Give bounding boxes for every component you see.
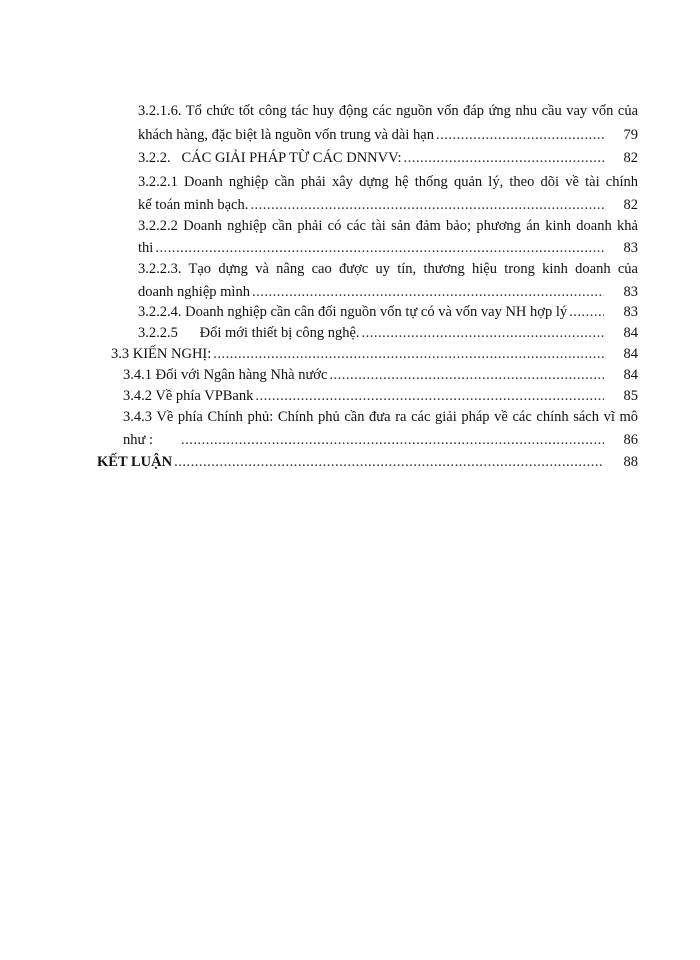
toc-entry-title-cont: thi [138,240,154,256]
leader-dots [155,237,604,259]
leader-dots [252,281,604,303]
leader-dots [181,429,604,451]
toc-page-number: 88 [623,454,638,470]
toc-page-number: 83 [623,304,638,320]
toc-page-number: 84 [623,325,638,341]
toc-entry-title: 3.2.2.1 Doanh nghiệp cần phải xây dựng hệ thống quản lý, theo dõi về tài chính [138,174,638,190]
toc-page-number: 83 [623,240,638,256]
toc-page-number: 79 [623,127,638,143]
toc-page-number: 83 [623,284,638,300]
toc-entry-title: 3.2.2. CÁC GIẢI PHÁP TỪ CÁC DNNVV: [138,150,402,166]
toc-entry-title-cont: kế toán minh bạch. [138,197,249,213]
toc-entry-title: 3.2.2.4. Doanh nghiệp cần cân đối nguồn vốn tự có và vốn vay NH hợp lý [138,304,568,320]
toc-page-number: 82 [623,197,638,213]
toc-entry-title: 3.2.1.6. Tổ chức tốt công tác huy động các nguồn vốn đáp ứng nhu cầu vay vốn của [138,103,638,119]
leader-dots [436,124,604,146]
toc-entry-title: KẾT LUẬN [97,454,173,470]
toc-entry-title: 3.2.2.2 Doanh nghiệp cần phải có các tài sản đảm bảo; phương án kinh doanh khả [138,218,638,234]
toc-entry-title: 3.2.2.3. Tạo dựng và nâng cao được uy tín, thương hiệu trong kinh doanh của [138,261,638,277]
toc-entry-title: 3.4.2 Về phía VPBank [123,388,254,404]
leader-dots [250,194,604,216]
leader-dots [569,301,604,323]
toc-entry-title-cont: như : [123,432,154,448]
toc-page-number: 84 [623,367,638,383]
toc-entry-title: 3.3 KIẾN NGHỊ: [111,346,212,362]
toc-page-number: 86 [623,432,638,448]
leader-dots [329,364,604,386]
toc-entry-title: 3.4.1 Đối với Ngân hàng Nhà nước [123,367,328,383]
toc-entry-title-cont: khách hàng, đặc biệt là nguồn vốn trung và dài hạn [138,127,434,143]
leader-dots [362,322,604,344]
leader-dots [174,451,604,473]
toc-entry-title: 3.4.3 Về phía Chính phủ: Chính phủ cần đưa ra các giải pháp về các chính sách vĩ mô [123,409,638,425]
toc-page-number: 85 [623,388,638,404]
toc-entry-title: 3.2.2.5 Đổi mới thiết bị công nghệ. [138,325,360,341]
leader-dots [255,385,604,407]
leader-dots [404,147,604,169]
toc-entry-title-cont: doanh nghiệp mình [138,284,250,300]
toc-page-number: 84 [623,346,638,362]
leader-dots [213,343,604,365]
toc-page-number: 82 [623,150,638,166]
